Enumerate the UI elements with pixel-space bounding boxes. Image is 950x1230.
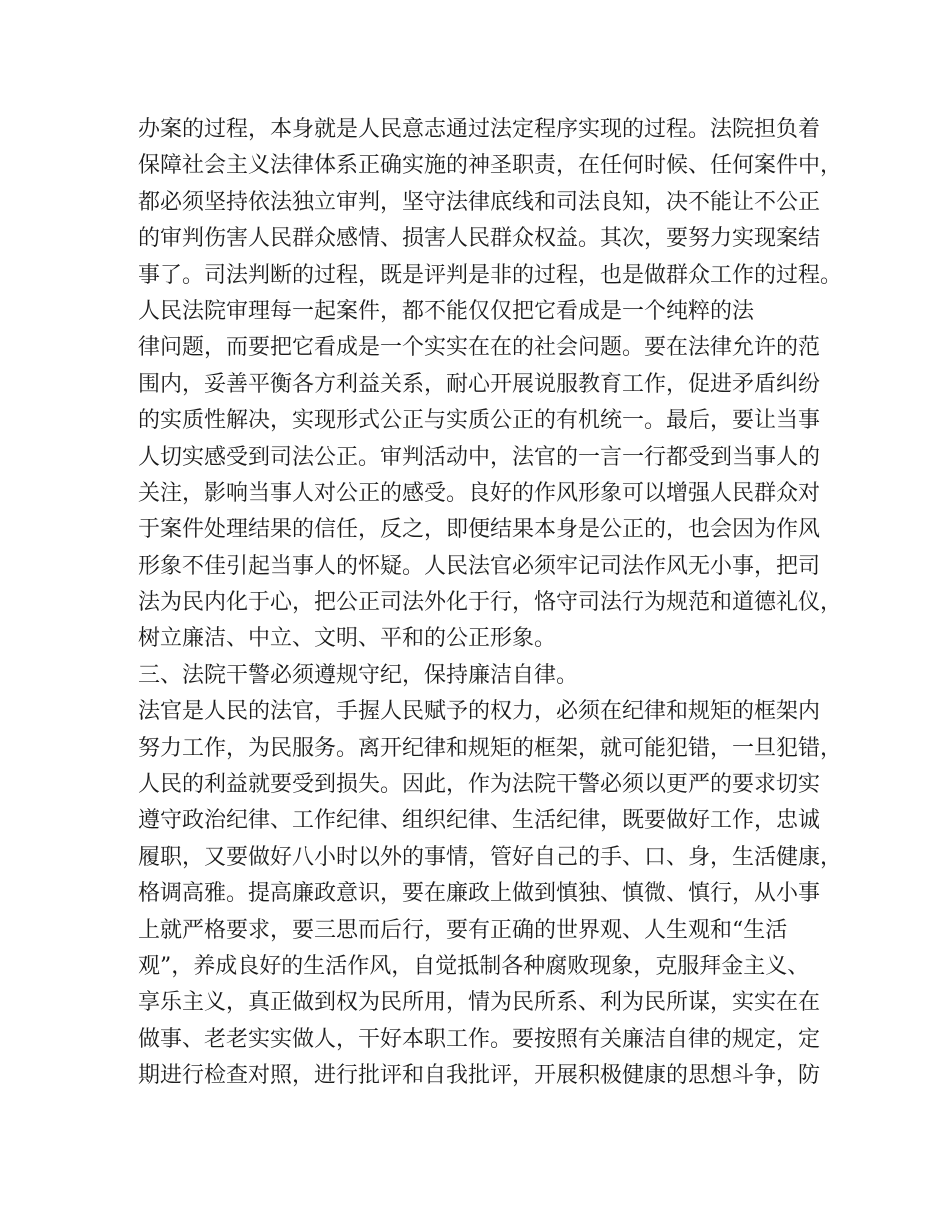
text-line: 于案件处理结果的信任，反之，即便结果本身是公正的，也会因为作风 — [138, 517, 821, 543]
text-line: 保障社会主义法律体系正确实施的神圣职责，在任何时候、任何案件中， — [138, 153, 843, 179]
text-line: 人切实感受到司法公正。审判活动中，法官的一言一行都受到当事人的 — [138, 444, 821, 470]
text-line: 都必须坚持依法独立审判，坚守法律底线和司法良知，决不能让不公正 — [138, 189, 821, 215]
text-line: 关注，影响当事人对公正的感受。良好的作风形象可以增强人民群众对 — [138, 480, 821, 506]
text-line: 律问题，而要把它看成是一个实实在在的社会问题。要在法律允许的范 — [138, 335, 821, 361]
text-line: 的实质性解决，实现形式公正与实质公正的有机统一。最后，要让当事 — [138, 408, 821, 434]
text-line: 遵守政治纪律、工作纪律、组织纪律、生活纪律，既要做好工作，忠诚 — [138, 808, 821, 834]
text-line: 期进行检查对照，进行批评和自我批评，开展积极健康的思想斗争，防 — [138, 1063, 821, 1089]
text-line: 上就严格要求，要三思而后行，要有正确的世界观、人生观和“生活 — [138, 917, 788, 943]
text-line: 围内，妥善平衡各方利益关系，耐心开展说服教育工作，促进矛盾纠纷 — [138, 371, 821, 397]
section-heading: 三、法院干警必须遵规守纪，保持廉洁自律。 — [138, 662, 579, 688]
text-line: 享乐主义，真正做到权为民所用，情为民所系、利为民所谋，实实在在 — [138, 990, 821, 1016]
text-line: 法官是人民的法官，手握人民赋予的权力，必须在纪律和规矩的框架内 — [138, 699, 821, 725]
text-line: 树立廉洁、中立、文明、平和的公正形象。 — [138, 626, 557, 652]
text-line: 格调高雅。提高廉政意识，要在廉政上做到慎独、慎微、慎行，从小事 — [138, 881, 821, 907]
text-line: 履职，又要做好八小时以外的事情，管好自己的手、口、身，生活健康， — [138, 844, 843, 870]
text-line: 努力工作，为民服务。离开纪律和规矩的框架，就可能犯错，一旦犯错， — [138, 735, 843, 761]
text-line: 做事、老老实实做人，干好本职工作。要按照有关廉洁自律的规定，定 — [138, 1026, 821, 1052]
text-line: 法为民内化于心，把公正司法外化于行，恪守司法行为规范和道德礼仪， — [138, 590, 843, 616]
body-text — [138, 112, 843, 1095]
text-line: 事了。司法判断的过程，既是评判是非的过程，也是做群众工作的过程。 — [138, 262, 843, 288]
text-line: 人民法院审理每一起案件，都不能仅仅把它看成是一个纯粹的法 — [138, 298, 755, 324]
text-line: 人民的利益就要受到损失。因此，作为法院干警必须以更严的要求切实 — [138, 772, 821, 798]
text-line: 的审判伤害人民群众感情、损害人民群众权益。其次，要努力实现案结 — [138, 226, 821, 252]
text-line: 观”，养成良好的生活作风，自觉抵制各种腐败现象，克服拜金主义、 — [138, 953, 810, 979]
text-line: 办案的过程，本身就是人民意志通过法定程序实现的过程。法院担负着 — [138, 117, 821, 142]
text-line: 形象不佳引起当事人的怀疑。人民法官必须牢记司法作风无小事，把司 — [138, 553, 821, 579]
